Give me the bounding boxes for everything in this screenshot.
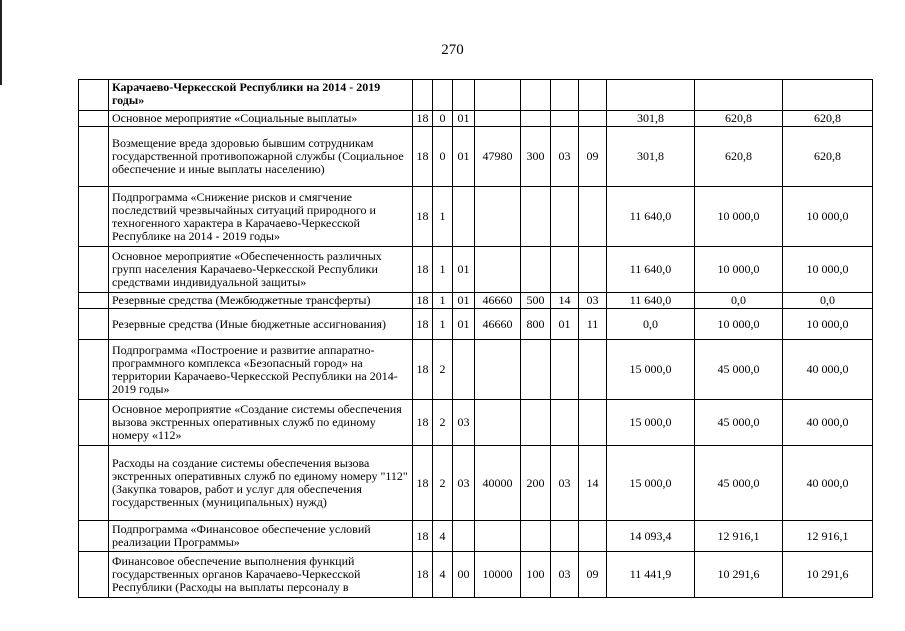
code-activity [453,187,475,247]
amount-year-3: 10 000,0 [783,187,873,247]
amount-year-2: 10 000,0 [695,247,783,293]
code-subsection: 14 [579,446,607,521]
code-subprogram: 1 [433,187,453,247]
code-section [551,400,579,446]
amount-year-3 [783,80,873,111]
code-expense-type: 500 [521,293,551,309]
code-program: 18 [413,340,433,400]
row-gutter [79,80,109,111]
amount-year-3: 12 916,1 [783,521,873,552]
code-activity: 01 [453,293,475,309]
row-gutter [79,400,109,446]
amount-year-2: 10 000,0 [695,309,783,340]
code-subprogram: 1 [433,309,453,340]
code-direction [475,521,521,552]
code-activity [453,340,475,400]
code-section: 03 [551,552,579,598]
amount-year-3: 0,0 [783,293,873,309]
row-gutter [79,247,109,293]
code-subsection [579,187,607,247]
code-expense-type: 200 [521,446,551,521]
code-subsection [579,80,607,111]
code-program: 18 [413,293,433,309]
code-direction [475,80,521,111]
amount-year-1 [607,80,695,111]
code-expense-type [521,80,551,111]
amount-year-3: 40 000,0 [783,340,873,400]
code-subprogram: 0 [433,111,453,127]
row-gutter [79,127,109,187]
table-row [79,552,873,598]
code-activity: 01 [453,127,475,187]
amount-year-3: 40 000,0 [783,400,873,446]
code-program: 18 [413,400,433,446]
code-subprogram: 1 [433,293,453,309]
code-expense-type [521,111,551,127]
amount-year-1: 14 093,4 [607,521,695,552]
table-row [79,521,873,552]
code-program: 18 [413,111,433,127]
code-expense-type: 100 [521,552,551,598]
table-row [79,247,873,293]
row-gutter [79,552,109,598]
amount-year-2: 0,0 [695,293,783,309]
code-program: 18 [413,247,433,293]
amount-year-2: 45 000,0 [695,340,783,400]
code-section [551,521,579,552]
page-number: 270 [441,42,464,58]
code-expense-type [521,247,551,293]
row-gutter [79,309,109,340]
amount-year-1: 301,8 [607,127,695,187]
amount-year-3: 10 000,0 [783,309,873,340]
code-subsection: 09 [579,552,607,598]
code-subprogram: 2 [433,340,453,400]
code-subsection: 03 [579,293,607,309]
code-section: 14 [551,293,579,309]
row-gutter [79,446,109,521]
code-subsection [579,247,607,293]
row-gutter [79,340,109,400]
code-activity: 01 [453,111,475,127]
table-row [79,80,873,111]
code-program: 18 [413,309,433,340]
code-expense-type [521,340,551,400]
amount-year-2: 620,8 [695,111,783,127]
code-direction [475,340,521,400]
code-section: 03 [551,446,579,521]
code-direction: 46660 [475,293,521,309]
code-subsection [579,111,607,127]
amount-year-2: 12 916,1 [695,521,783,552]
code-expense-type [521,521,551,552]
table-row [79,309,873,340]
code-direction [475,111,521,127]
row-name: Резервные средства (Межбюджетные трансферты) [109,293,413,309]
code-section [551,247,579,293]
code-program: 18 [413,521,433,552]
code-program: 18 [413,127,433,187]
code-direction: 10000 [475,552,521,598]
code-activity: 00 [453,552,475,598]
code-section [551,80,579,111]
table-row [79,187,873,247]
row-name: Подпрограмма «Снижение рисков и смягчение последствий чрезвычайных ситуаций природного и техногенного характера в Карачаево-Черкесской Республике на 2014 - 2019 годы» [109,187,413,247]
code-expense-type [521,400,551,446]
code-expense-type [521,187,551,247]
amount-year-2 [695,80,783,111]
table-row [79,446,873,521]
code-expense-type: 300 [521,127,551,187]
code-subsection [579,340,607,400]
amount-year-1: 11 640,0 [607,187,695,247]
amount-year-1: 11 441,9 [607,552,695,598]
table-row [79,340,873,400]
code-activity: 01 [453,247,475,293]
code-subsection [579,521,607,552]
amount-year-2: 45 000,0 [695,446,783,521]
code-program: 18 [413,446,433,521]
row-gutter [79,187,109,247]
code-subprogram: 2 [433,400,453,446]
amount-year-1: 15 000,0 [607,446,695,521]
table-row [79,293,873,309]
code-subsection: 11 [579,309,607,340]
code-direction [475,187,521,247]
code-section [551,340,579,400]
row-name: Возмещение вреда здоровью бывшим сотрудникам государственной противопожарной службы (Социальное обеспечение и иные выплаты населению) [109,127,413,187]
amount-year-3: 620,8 [783,127,873,187]
code-program: 18 [413,552,433,598]
code-direction: 40000 [475,446,521,521]
code-subsection: 09 [579,127,607,187]
amount-year-1: 0,0 [607,309,695,340]
table-row [79,400,873,446]
code-direction: 46660 [475,309,521,340]
code-program: 18 [413,187,433,247]
code-subprogram: 2 [433,446,453,521]
code-section [551,187,579,247]
code-activity: 03 [453,446,475,521]
amount-year-1: 11 640,0 [607,293,695,309]
code-expense-type: 800 [521,309,551,340]
amount-year-2: 45 000,0 [695,400,783,446]
row-name: Подпрограмма «Финансовое обеспечение условий реализации Программы» [109,521,413,552]
row-name: Финансовое обеспечение выполнения функций государственных органов Карачаево-Черкесской Республики (Расходы на выплаты персоналу в [109,552,413,598]
amount-year-1: 15 000,0 [607,340,695,400]
code-program [413,80,433,111]
row-name: Основное мероприятие «Социальные выплаты» [109,111,413,127]
amount-year-1: 301,8 [607,111,695,127]
code-activity: 01 [453,309,475,340]
table-row [79,111,873,127]
code-subprogram [433,80,453,111]
code-activity [453,521,475,552]
code-activity [453,80,475,111]
table-row [79,127,873,187]
code-direction [475,247,521,293]
row-name: Резервные средства (Иные бюджетные ассигнования) [109,309,413,340]
row-gutter [79,293,109,309]
amount-year-3: 620,8 [783,111,873,127]
code-subprogram: 0 [433,127,453,187]
amount-year-3: 10 291,6 [783,552,873,598]
row-name: Расходы на создание системы обеспечения вызова экстренных оперативных служб по единому номеру "112" (Закупка товаров, работ и услуг для обеспечения государственных (муниципальных) нужд) [109,446,413,521]
row-gutter [79,111,109,127]
row-name: Подпрограмма «Построение и развитие аппаратно-программного комплекса «Безопасный город» на территории Карачаево-Черкесской Республики на 2014-2019 годы» [109,340,413,400]
code-subsection [579,400,607,446]
amount-year-1: 11 640,0 [607,247,695,293]
code-subprogram: 4 [433,552,453,598]
code-section [551,111,579,127]
code-direction [475,400,521,446]
amount-year-2: 10 291,6 [695,552,783,598]
code-section: 01 [551,309,579,340]
amount-year-3: 40 000,0 [783,446,873,521]
code-subprogram: 1 [433,247,453,293]
row-gutter [79,521,109,552]
row-name: Основное мероприятие «Создание системы обеспечения вызова экстренных оперативных служб по единому номеру «112» [109,400,413,446]
amount-year-2: 620,8 [695,127,783,187]
amount-year-3: 10 000,0 [783,247,873,293]
budget-table [78,79,873,598]
row-name: Основное мероприятие «Обеспеченность различных групп населения Карачаево-Черкесской Республики средствами индивидуальной защиты» [109,247,413,293]
code-subprogram: 4 [433,521,453,552]
code-direction: 47980 [475,127,521,187]
code-activity: 03 [453,400,475,446]
amount-year-2: 10 000,0 [695,187,783,247]
row-name: Карачаево-Черкесской Республики на 2014 - 2019 годы» [109,80,413,111]
code-section: 03 [551,127,579,187]
amount-year-1: 15 000,0 [607,400,695,446]
